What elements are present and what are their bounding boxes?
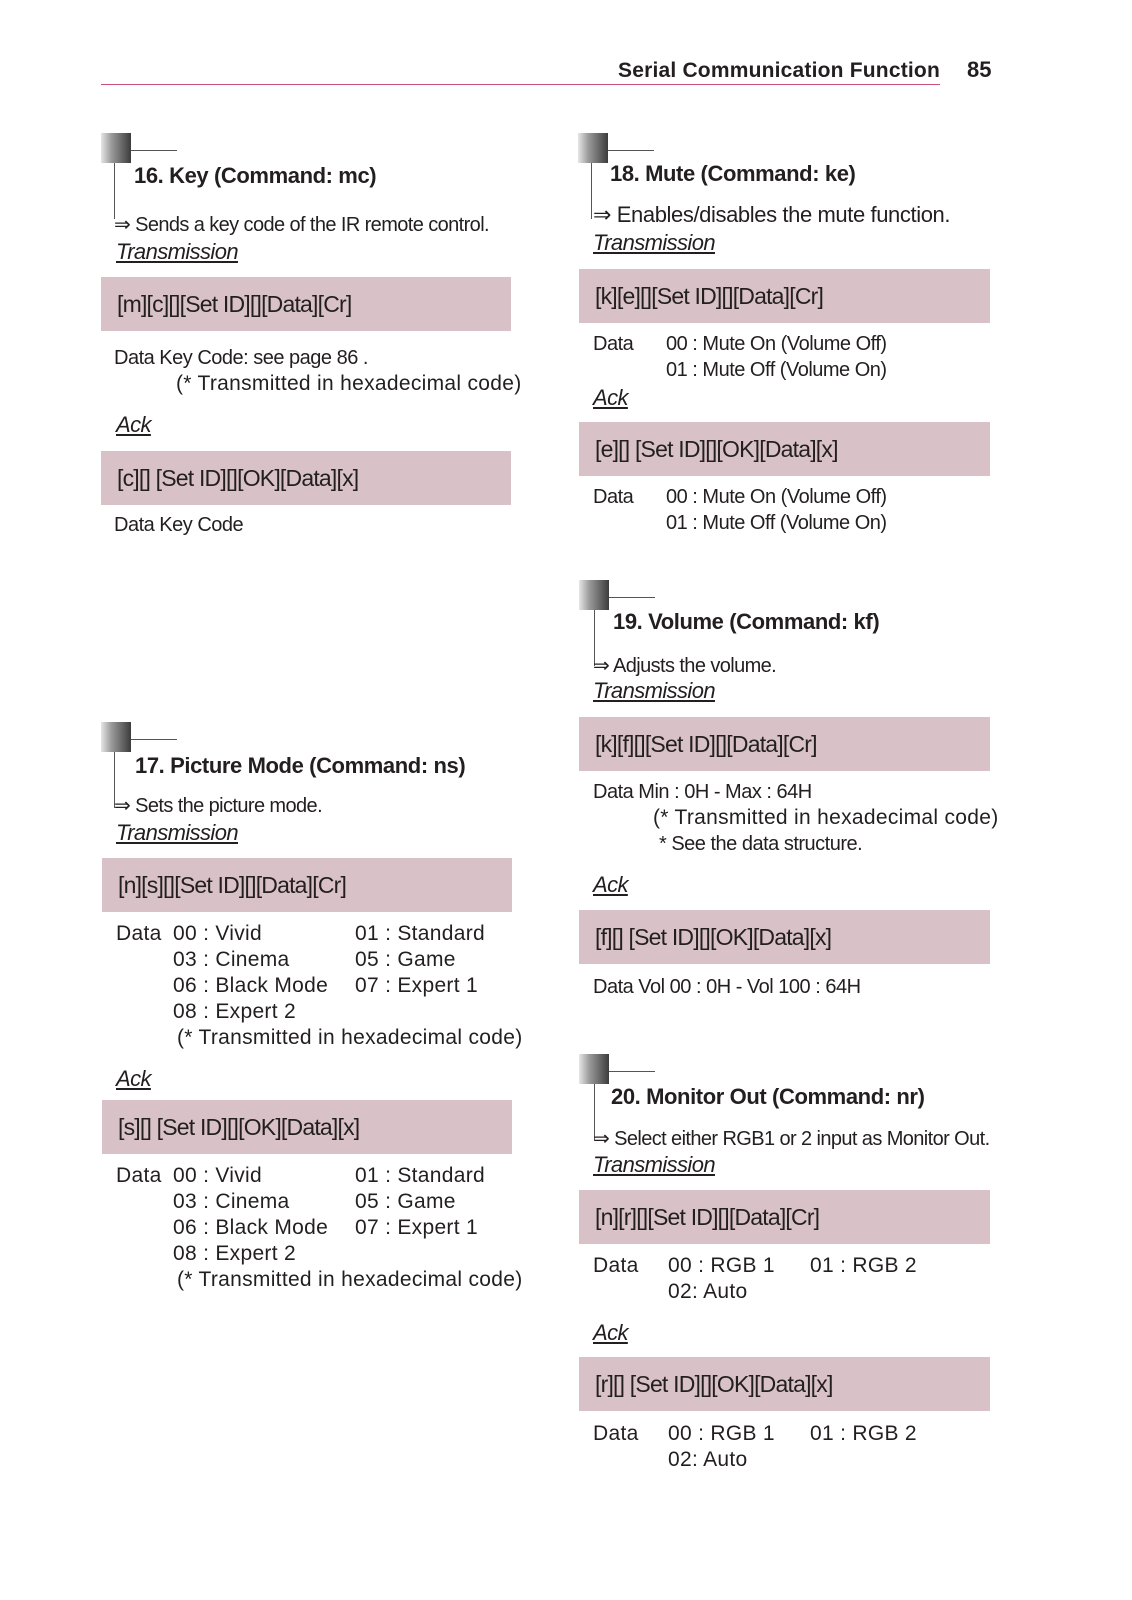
header-rule bbox=[101, 84, 940, 85]
data-label: Data bbox=[116, 1164, 162, 1187]
data-label: Data bbox=[116, 922, 162, 945]
option-item: 05 : Game bbox=[355, 948, 456, 971]
data-label: Data bbox=[593, 333, 634, 355]
option-item: 07 : Expert 1 bbox=[355, 974, 478, 997]
section-title: 16. Key (Command: mc) bbox=[134, 163, 377, 188]
option-item: 00 : Vivid bbox=[173, 922, 262, 945]
ack-label: Ack bbox=[116, 1066, 151, 1091]
data-values bbox=[666, 331, 887, 383]
ack-label: Ack bbox=[593, 872, 628, 897]
option-item: 03 : Cinema bbox=[173, 1190, 290, 1213]
option-item: 08 : Expert 2 bbox=[173, 1000, 296, 1023]
data-value: 00 : Mute On (Volume Off) bbox=[666, 486, 887, 508]
section-description: ⇒ Sets the picture mode. bbox=[114, 795, 323, 817]
section-title: 20. Monitor Out (Command: nr) bbox=[611, 1084, 925, 1109]
option-item: 06 : Black Mode bbox=[173, 974, 329, 997]
section-description: ⇒ Sends a key code of the IR remote control. bbox=[114, 214, 490, 236]
ack-label: Ack bbox=[116, 412, 151, 437]
section-title: 18. Mute (Command: ke) bbox=[610, 161, 856, 186]
ack-data-description: Data Vol 00 : 0H - Vol 100 : 64H bbox=[593, 976, 861, 998]
option-item: 05 : Game bbox=[355, 1190, 456, 1213]
section-description: ⇒ Adjusts the volume. bbox=[593, 655, 777, 677]
data-value: 01 : Mute Off (Volume On) bbox=[666, 512, 887, 534]
data-value: 01 : Mute Off (Volume On) bbox=[666, 359, 887, 381]
transmission-label: Transmission bbox=[593, 678, 715, 703]
transmission-label: Transmission bbox=[116, 820, 238, 845]
data-note: * See the data structure. bbox=[659, 833, 863, 855]
data-note: (* Transmitted in hexadecimal code) bbox=[177, 1268, 523, 1291]
ack-label: Ack bbox=[593, 1320, 628, 1345]
data-value: 02: Auto bbox=[668, 1280, 748, 1303]
transmission-command-box: [n][s][][Set ID][][Data][Cr] bbox=[102, 858, 512, 912]
data-description: Data Key Code: see page 86 . bbox=[114, 347, 368, 369]
ack-command-box: [r][] [Set ID][][OK][Data][x] bbox=[579, 1357, 990, 1411]
data-value: 01 : RGB 2 bbox=[810, 1422, 917, 1445]
marker-rule bbox=[609, 597, 655, 598]
section-marker-icon bbox=[101, 722, 131, 752]
ack-command-box: [e][] [Set ID][][OK][Data][x] bbox=[579, 422, 990, 476]
data-label: Data bbox=[593, 486, 634, 508]
data-value: 01 : RGB 2 bbox=[810, 1254, 917, 1277]
marker-rule bbox=[131, 150, 177, 151]
marker-rule bbox=[608, 150, 654, 151]
transmission-command-box: [k][e][][Set ID][][Data][Cr] bbox=[579, 269, 990, 323]
ack-command-box: [f][] [Set ID][][OK][Data][x] bbox=[579, 910, 990, 964]
marker-rule bbox=[114, 163, 115, 219]
data-note: (* Transmitted in hexadecimal code) bbox=[177, 1026, 523, 1049]
option-item: 07 : Expert 1 bbox=[355, 1216, 478, 1239]
transmission-command-box: [k][f][][Set ID][][Data][Cr] bbox=[579, 717, 990, 771]
ack-data-description: Data Key Code bbox=[114, 514, 244, 536]
data-value: 00 : RGB 1 bbox=[668, 1254, 775, 1277]
data-note: (* Transmitted in hexadecimal code) bbox=[653, 806, 999, 829]
section-description: ⇒ Select either RGB1 or 2 input as Monitor Out. bbox=[593, 1128, 990, 1150]
section-marker-icon bbox=[579, 580, 609, 610]
section-title: 17. Picture Mode (Command: ns) bbox=[135, 753, 466, 778]
transmission-label: Transmission bbox=[116, 239, 238, 264]
data-values bbox=[666, 484, 887, 536]
option-list-right bbox=[355, 1163, 485, 1241]
marker-rule bbox=[609, 1071, 655, 1072]
section-title: 19. Volume (Command: kf) bbox=[613, 609, 880, 634]
running-header-title: Serial Communication Function bbox=[618, 59, 940, 82]
data-note: (* Transmitted in hexadecimal code) bbox=[176, 372, 522, 395]
marker-rule bbox=[591, 163, 592, 219]
data-description: Data Min : 0H - Max : 64H bbox=[593, 781, 812, 803]
transmission-label: Transmission bbox=[593, 230, 715, 255]
ack-command-box: [c][] [Set ID][][OK][Data][x] bbox=[101, 451, 511, 505]
data-value: 00 : RGB 1 bbox=[668, 1422, 775, 1445]
option-item: 00 : Vivid bbox=[173, 1164, 262, 1187]
option-list-left bbox=[173, 921, 328, 1025]
option-list-right bbox=[355, 921, 485, 999]
data-label: Data bbox=[593, 1254, 639, 1277]
section-marker-icon bbox=[578, 133, 608, 163]
transmission-command-box: [n][r][][Set ID][][Data][Cr] bbox=[579, 1190, 990, 1244]
data-label: Data bbox=[593, 1422, 639, 1445]
option-item: 06 : Black Mode bbox=[173, 1216, 329, 1239]
ack-label: Ack bbox=[593, 385, 628, 410]
section-marker-icon bbox=[101, 133, 131, 163]
marker-rule bbox=[131, 739, 177, 740]
transmission-label: Transmission bbox=[593, 1152, 715, 1177]
option-list-left bbox=[173, 1163, 328, 1267]
section-marker-icon bbox=[579, 1054, 609, 1084]
option-item: 01 : Standard bbox=[355, 922, 485, 945]
data-value: 00 : Mute On (Volume Off) bbox=[666, 333, 887, 355]
option-item: 08 : Expert 2 bbox=[173, 1242, 296, 1265]
option-item: 03 : Cinema bbox=[173, 948, 290, 971]
ack-command-box: [s][] [Set ID][][OK][Data][x] bbox=[102, 1100, 512, 1154]
section-description: ⇒ Enables/disables the mute function. bbox=[593, 202, 951, 227]
option-item: 01 : Standard bbox=[355, 1164, 485, 1187]
data-value: 02: Auto bbox=[668, 1448, 748, 1471]
page-number: 85 bbox=[967, 57, 992, 82]
transmission-command-box: [m][c][][Set ID][][Data][Cr] bbox=[101, 277, 511, 331]
